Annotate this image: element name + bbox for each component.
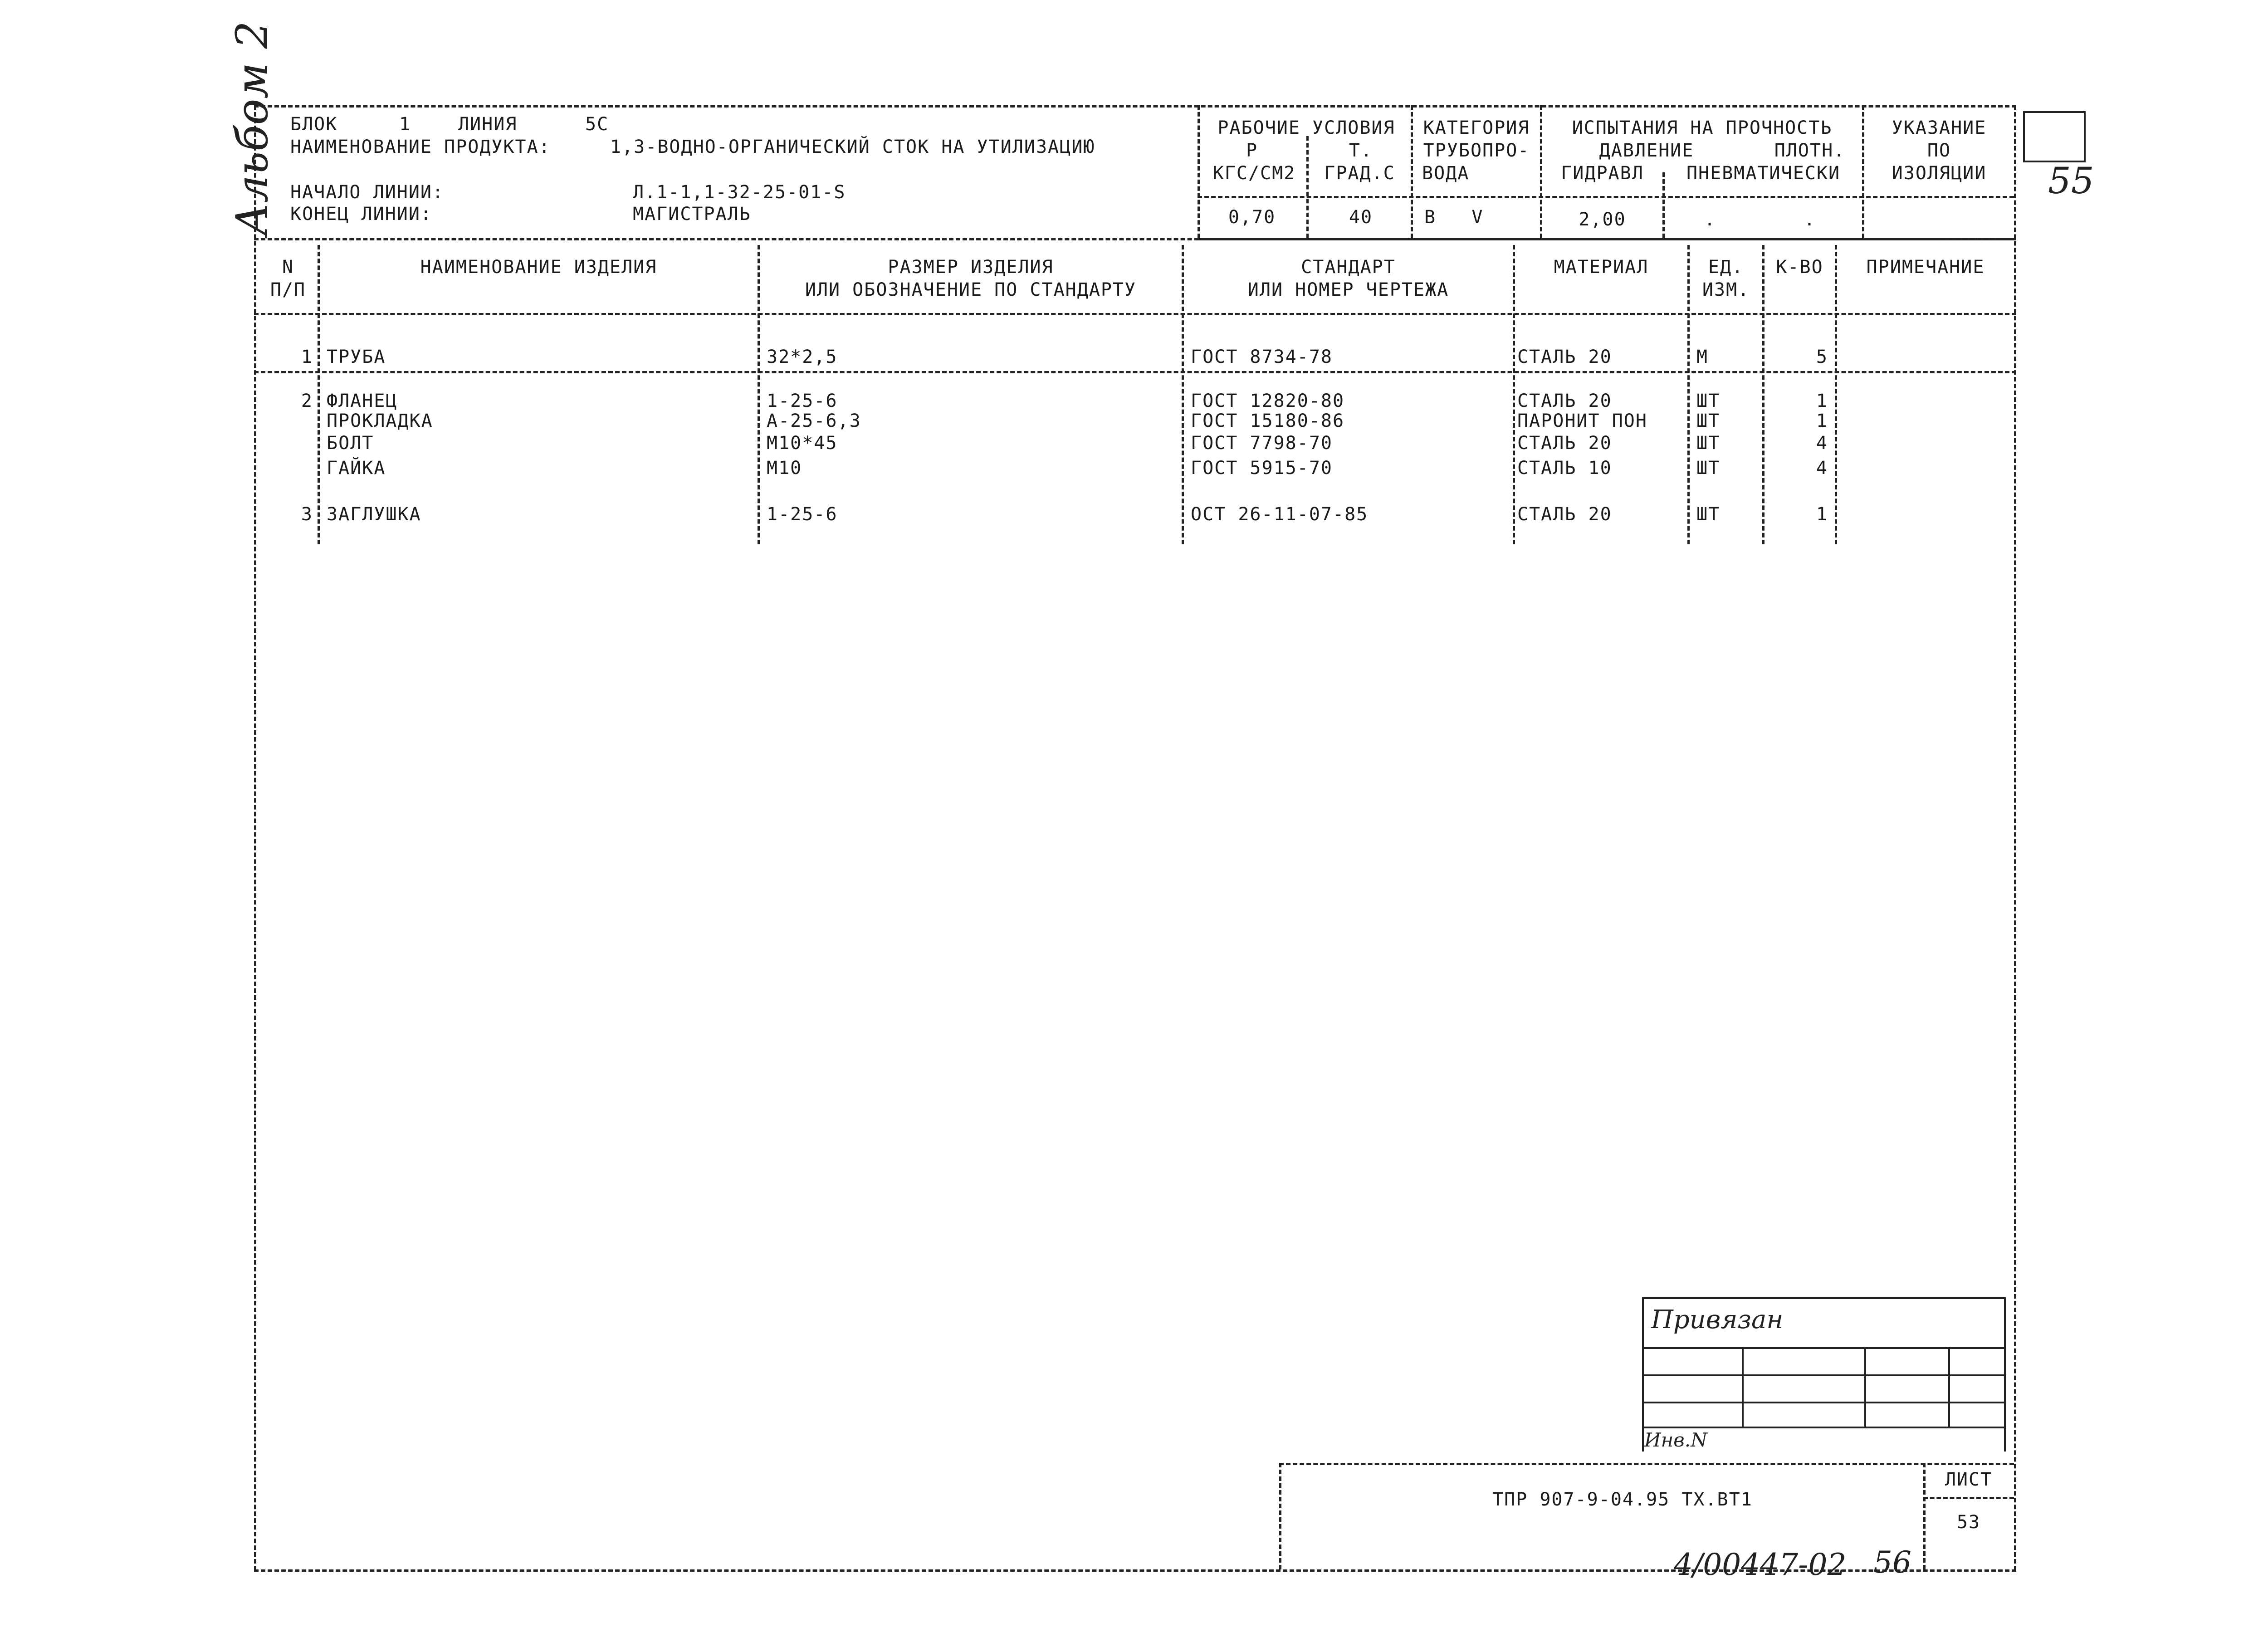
p-value: 0,70 [1228, 207, 1276, 228]
row-unit: М [1696, 347, 1709, 367]
row-unit: ШТ [1696, 458, 1721, 479]
row-size: 1-25-6 [767, 504, 838, 525]
stamp-line-1 [1642, 1347, 2005, 1349]
col-qty-header: К-ВО [1776, 257, 1823, 278]
pneumatic-value: . [1704, 209, 1716, 230]
insulation-2: ПО [1927, 140, 1951, 161]
category-title-2: ТРУБОПРО- [1423, 140, 1530, 161]
col-name-header: НАИМЕНОВАНИЕ ИЗДЕЛИЯ [420, 257, 657, 278]
row-qty: 4 [1816, 433, 1828, 454]
row-standard: ГОСТ 12820-80 [1191, 391, 1345, 411]
row-material: ПАРОНИТ ПОН [1517, 411, 1647, 431]
row-qty: 1 [1816, 504, 1828, 525]
row-qty: 5 [1816, 347, 1828, 367]
test-pressure: ДАВЛЕНИЕ [1599, 140, 1694, 161]
row-name: ФЛАНЕЦ [327, 391, 398, 411]
colhead-divider [254, 313, 2016, 315]
row-material: СТАЛЬ 20 [1517, 347, 1612, 367]
row-standard: ГОСТ 8734-78 [1191, 347, 1333, 367]
stamp-col-2 [1864, 1347, 1866, 1427]
row-num: 3 [301, 504, 313, 525]
row-num: 2 [301, 391, 313, 411]
product-label: НАИМЕНОВАНИЕ ПРОДУКТА: [290, 137, 551, 157]
row-unit: ШТ [1696, 433, 1721, 454]
row-num: 1 [301, 347, 313, 367]
hv-p-t [1306, 136, 1309, 238]
row-standard: ОСТ 26-11-07-85 [1191, 504, 1369, 525]
inv-label: Инв.N [1644, 1429, 1707, 1451]
col-note-header: ПРИМЕЧАНИЕ [1866, 257, 1985, 278]
line-start-value: Л.1-1,1-32-25-01-S [633, 182, 846, 203]
category-title-1: КАТЕГОРИЯ [1423, 117, 1530, 138]
line-start-label: НАЧАЛО ЛИНИИ: [290, 182, 445, 203]
t-unit: ГРАД.С [1324, 163, 1395, 184]
category-title-3: ВОДА [1422, 163, 1470, 184]
line-value: 5С [585, 114, 609, 135]
sheet-label: ЛИСТ [1945, 1469, 1993, 1490]
titleblock-left [1279, 1463, 1281, 1569]
row-unit: ШТ [1696, 391, 1721, 411]
row-name: ПРОКЛАДКА [327, 411, 433, 431]
document-code: ТПР 907-9-04.95 ТХ.ВТ1 [1492, 1489, 1753, 1510]
row-material: СТАЛЬ 20 [1517, 391, 1612, 411]
col-num-header-1: N [282, 257, 294, 278]
t-label: Т. [1349, 140, 1373, 161]
frame-right [2014, 105, 2016, 1570]
line-label: ЛИНИЯ [458, 114, 518, 135]
row-name: БОЛТ [327, 433, 374, 454]
stamp-col-1 [1742, 1347, 1744, 1427]
line-end-label: КОНЕЦ ЛИНИИ: [290, 204, 432, 225]
category-value: В V [1424, 207, 1484, 228]
titleblock-top [1279, 1463, 2014, 1465]
product-value: 1,3-ВОДНО-ОРГАНИЧЕСКИЙ СТОК НА УТИЛИЗАЦИЮ [610, 137, 1095, 157]
row-qty: 4 [1816, 458, 1828, 479]
conditions-subline [1198, 196, 2014, 198]
col-num-header-2: П/П [270, 279, 306, 300]
density-value: . [1804, 209, 1816, 230]
col-material-header: МАТЕРИАЛ [1554, 257, 1649, 278]
row-standard: ГОСТ 15180-86 [1191, 411, 1345, 431]
row-standard: ГОСТ 7798-70 [1191, 433, 1333, 454]
titleblock-sheet-line [1923, 1497, 2014, 1499]
conditions-title: РАБОЧИЕ УСЛОВИЯ [1217, 117, 1395, 138]
row-qty: 1 [1816, 411, 1828, 431]
col-standard-header-2: ИЛИ НОМЕР ЧЕРТЕЖА [1247, 279, 1449, 300]
test-density: ПЛОТН. [1774, 140, 1846, 161]
p-label: Р [1246, 140, 1258, 161]
insulation-1: УКАЗАНИЕ [1892, 117, 1987, 138]
p-unit: КГС/СМ2 [1212, 163, 1296, 184]
col-standard-header-1: СТАНДАРТ [1301, 257, 1396, 278]
line-end-value: МАГИСТРАЛЬ [633, 204, 751, 225]
header-conditions-row-line [1198, 238, 2014, 240]
col-sep-qty [1835, 245, 1837, 544]
hydraulic-value: 2,00 [1579, 209, 1626, 230]
handwritten-page: 56 [1873, 1545, 1911, 1580]
t-value: 40 [1349, 207, 1373, 228]
row-qty: 1 [1816, 391, 1828, 411]
insulation-3: ИЗОЛЯЦИИ [1892, 163, 1987, 184]
row-material: СТАЛЬ 20 [1517, 433, 1612, 454]
frame-top [254, 105, 2016, 108]
album-label: Альбом 2 [227, 21, 278, 236]
row-unit: ШТ [1696, 504, 1721, 525]
test-hydraulic: ГИДРАВЛ [1561, 163, 1644, 184]
test-title: ИСПЫТАНИЯ НА ПРОЧНОСТЬ [1572, 117, 1833, 138]
row-size: М10*45 [767, 433, 838, 454]
row-size: 32*2,5 [767, 347, 838, 367]
sheet-number-box [2023, 111, 2094, 202]
sheet-value: 53 [1956, 1512, 1981, 1533]
row-size: А-25-6,3 [767, 411, 861, 431]
handwritten-code: 4/00447-02 [1674, 1547, 1847, 1582]
row-name: ЗАГЛУШКА [327, 504, 421, 525]
row-name: ГАЙКА [327, 458, 386, 479]
stamp-line-2 [1642, 1374, 2005, 1376]
hv-conditions-left [1198, 105, 1200, 238]
stamp-col-3 [1948, 1347, 1950, 1427]
row-name: ТРУБА [327, 347, 386, 367]
row-unit: ШТ [1696, 411, 1721, 431]
col-unit-header-1: ЕД. [1708, 257, 1744, 278]
stamp-line-3 [1642, 1402, 2005, 1403]
col-sep-standard [1513, 245, 1515, 544]
colhead-bottom [254, 371, 2016, 373]
test-pneumatic: ПНЕВМАТИЧЕСКИ [1686, 163, 1841, 184]
stamp-line-4 [1642, 1427, 2005, 1428]
frame-left [254, 105, 256, 1570]
row-material: СТАЛЬ 10 [1517, 458, 1612, 479]
row-size: М10 [767, 458, 802, 479]
col-size-header-2: ИЛИ ОБОЗНАЧЕНИЕ ПО СТАНДАРТУ [805, 279, 1137, 300]
col-sep-num [318, 245, 320, 544]
col-unit-header-2: ИЗМ. [1702, 279, 1750, 300]
bound-label: Привязан [1651, 1305, 1784, 1334]
block-value: 1 [399, 114, 411, 135]
col-sep-unit [1762, 245, 1765, 544]
block-label: БЛОК [290, 114, 338, 135]
sheet-number-box-value: 55 [2048, 160, 2094, 202]
col-size-header-1: РАЗМЕР ИЗДЕЛИЯ [888, 257, 1054, 278]
row-standard: ГОСТ 5915-70 [1191, 458, 1333, 479]
stamp-top [1642, 1297, 2005, 1299]
row-size: 1-25-6 [767, 391, 838, 411]
row-material: СТАЛЬ 20 [1517, 504, 1612, 525]
